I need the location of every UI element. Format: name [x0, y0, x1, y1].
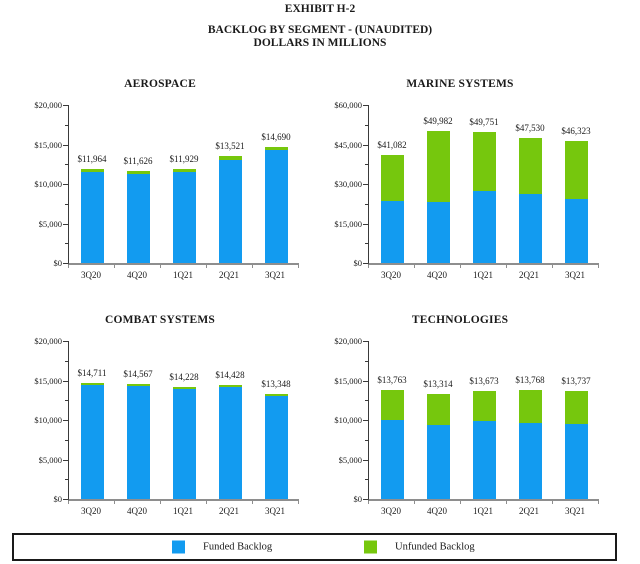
x-tick-label-3Q21: 3Q21 [565, 506, 585, 516]
bar-unfunded-3Q21 [565, 141, 588, 199]
bar-total-label-4Q20: $11,626 [123, 156, 153, 167]
y-minor-tick [365, 479, 368, 480]
x-boundary-tick [206, 501, 207, 504]
y-tick-label: $10,000 [34, 415, 62, 425]
y-tick-label: $30,000 [334, 179, 362, 189]
plot-area-aerospace [68, 105, 299, 265]
bar-funded-1Q21 [173, 172, 196, 263]
x-boundary-tick [206, 265, 207, 268]
bar-unfunded-4Q20 [427, 131, 450, 202]
y-tick-label: $20,000 [34, 336, 62, 346]
y-minor-tick [65, 361, 68, 362]
bar-unfunded-4Q20 [127, 384, 150, 386]
x-boundary-tick [414, 265, 415, 268]
x-boundary-tick [506, 501, 507, 504]
y-major-tick [363, 105, 368, 106]
y-minor-tick [65, 440, 68, 441]
x-tick-label-4Q20: 4Q20 [127, 270, 147, 280]
exhibit-units: DOLLARS IN MILLIONS [253, 37, 387, 49]
x-tick-label-3Q20: 3Q20 [81, 506, 101, 516]
x-boundary-tick [68, 501, 69, 504]
y-tick-label: $10,000 [34, 179, 62, 189]
y-tick-label: $15,000 [34, 375, 62, 386]
chart-marine-systems [320, 74, 600, 306]
y-minor-tick [365, 204, 368, 205]
bar-unfunded-4Q20 [127, 171, 150, 174]
bar-total-label-4Q20: $14,567 [123, 368, 153, 379]
x-tick-label-3Q21: 3Q21 [265, 270, 285, 280]
x-boundary-tick [298, 501, 299, 504]
bar-total-label-3Q20: $41,082 [377, 139, 407, 150]
y-minor-tick [65, 243, 68, 244]
x-boundary-tick [68, 265, 69, 268]
bar-unfunded-1Q21 [473, 391, 496, 421]
bar-total-label-2Q21: $14,428 [215, 370, 245, 380]
bar-unfunded-3Q20 [381, 390, 404, 419]
bar-total-label-3Q21: $46,323 [561, 126, 591, 136]
x-boundary-tick [252, 501, 253, 504]
bar-funded-3Q20 [381, 201, 404, 263]
bar-total-label-1Q21: $49,751 [469, 117, 499, 127]
bar-funded-2Q21 [519, 194, 542, 263]
x-tick-label-1Q21: 1Q21 [173, 506, 193, 516]
y-major-tick [363, 420, 368, 421]
y-major-tick [63, 105, 68, 106]
bar-total-label-3Q21: $13,348 [261, 378, 291, 389]
y-major-tick [363, 499, 368, 500]
y-tick-label: $10,000 [334, 415, 362, 425]
y-major-tick [63, 460, 68, 461]
x-boundary-tick [414, 501, 415, 504]
x-boundary-tick [552, 501, 553, 504]
y-minor-tick [365, 125, 368, 126]
bar-total-label-3Q20: $14,711 [77, 367, 107, 378]
legend [12, 533, 617, 561]
y-major-tick [363, 263, 368, 264]
y-tick-label: $5,000 [38, 218, 62, 229]
bar-total-label-1Q21: $14,228 [169, 371, 199, 382]
y-major-tick [363, 184, 368, 185]
bar-unfunded-3Q20 [381, 155, 404, 201]
funded-swatch [172, 541, 185, 554]
bar-funded-4Q20 [127, 174, 150, 263]
x-boundary-tick [368, 501, 369, 504]
chart-combat-systems [20, 310, 300, 542]
y-major-tick [363, 341, 368, 342]
x-boundary-tick [298, 265, 299, 268]
y-minor-tick [365, 400, 368, 401]
bar-unfunded-2Q21 [519, 138, 542, 194]
chart-title-technologies: TECHNOLOGIES [411, 314, 509, 326]
bar-funded-3Q20 [81, 172, 104, 263]
y-minor-tick [65, 164, 68, 165]
y-tick-label: $5,000 [338, 454, 362, 465]
unfunded-label: Unfunded Backlog [395, 541, 475, 553]
x-boundary-tick [506, 265, 507, 268]
y-minor-tick [365, 440, 368, 441]
bar-unfunded-2Q21 [519, 390, 542, 422]
y-tick-label: $0 [53, 494, 62, 504]
bar-funded-2Q21 [219, 160, 242, 263]
x-boundary-tick [160, 265, 161, 268]
chart-title-combat-systems: COMBAT SYSTEMS [104, 314, 216, 326]
y-minor-tick [365, 164, 368, 165]
x-tick-label-3Q20: 3Q20 [381, 270, 401, 280]
plot-area-combat-systems [68, 341, 299, 501]
x-boundary-tick [368, 265, 369, 268]
bar-unfunded-1Q21 [173, 169, 196, 173]
y-minor-tick [65, 125, 68, 126]
bar-funded-4Q20 [427, 202, 450, 263]
x-tick-label-4Q20: 4Q20 [427, 506, 447, 516]
chart-title-aerospace: AEROSPACE [124, 78, 196, 90]
bar-funded-3Q21 [565, 424, 588, 499]
x-tick-label-4Q20: 4Q20 [127, 506, 147, 516]
y-major-tick [63, 263, 68, 264]
y-tick-label: $15,000 [34, 139, 62, 150]
x-boundary-tick [114, 265, 115, 268]
bar-unfunded-3Q21 [265, 147, 288, 150]
x-boundary-tick [460, 265, 461, 268]
bar-unfunded-2Q21 [219, 385, 242, 387]
bar-funded-4Q20 [127, 386, 150, 499]
y-major-tick [363, 145, 368, 146]
bar-unfunded-2Q21 [219, 156, 242, 160]
bar-total-label-2Q21: $47,530 [515, 122, 545, 133]
unfunded-swatch [364, 541, 377, 554]
y-major-tick [63, 381, 68, 382]
x-boundary-tick [552, 265, 553, 268]
y-major-tick [363, 381, 368, 382]
bar-funded-3Q20 [81, 385, 104, 499]
y-tick-label: $60,000 [334, 100, 362, 110]
x-boundary-tick [252, 265, 253, 268]
bar-funded-3Q21 [265, 396, 288, 499]
funded-label: Funded Backlog [203, 541, 273, 553]
y-minor-tick [65, 204, 68, 205]
bar-funded-1Q21 [173, 389, 196, 499]
y-minor-tick [65, 400, 68, 401]
bar-unfunded-3Q21 [565, 391, 588, 425]
y-tick-label: $0 [353, 258, 362, 268]
x-tick-label-2Q21: 2Q21 [219, 270, 239, 280]
exhibit-title: EXHIBIT H-2 [284, 3, 356, 15]
chart-technologies [320, 310, 600, 542]
bar-unfunded-3Q20 [81, 169, 104, 173]
legend-item-funded [172, 541, 272, 554]
x-tick-label-3Q20: 3Q20 [81, 270, 101, 280]
bar-funded-1Q21 [473, 191, 496, 263]
bar-total-label-2Q21: $13,768 [515, 375, 545, 386]
y-major-tick [63, 145, 68, 146]
x-boundary-tick [460, 501, 461, 504]
bar-funded-2Q21 [219, 387, 242, 499]
y-tick-label: $20,000 [34, 100, 62, 110]
bar-total-label-3Q21: $14,690 [261, 131, 291, 142]
bar-funded-2Q21 [519, 423, 542, 500]
x-tick-label-3Q21: 3Q21 [265, 506, 285, 516]
y-minor-tick [365, 361, 368, 362]
y-tick-label: $15,000 [334, 375, 362, 386]
x-tick-label-1Q21: 1Q21 [473, 270, 493, 280]
bar-unfunded-3Q20 [81, 383, 104, 385]
bar-unfunded-1Q21 [173, 387, 196, 389]
x-tick-label-1Q21: 1Q21 [173, 270, 193, 280]
bar-total-label-4Q20: $49,982 [423, 116, 453, 127]
x-tick-label-2Q21: 2Q21 [519, 270, 539, 280]
bar-total-label-1Q21: $13,673 [469, 376, 499, 386]
bar-unfunded-3Q21 [265, 394, 288, 396]
bar-funded-3Q21 [565, 199, 588, 263]
exhibit-subtitle: BACKLOG BY SEGMENT - (UNAUDITED) [207, 24, 433, 36]
bar-unfunded-1Q21 [473, 132, 496, 191]
y-tick-label: $0 [353, 494, 362, 504]
bar-total-label-3Q21: $13,737 [561, 375, 591, 386]
y-major-tick [63, 224, 68, 225]
x-tick-label-4Q20: 4Q20 [427, 270, 447, 280]
y-minor-tick [365, 243, 368, 244]
bar-funded-3Q21 [265, 150, 288, 263]
x-tick-label-2Q21: 2Q21 [519, 506, 539, 516]
bar-funded-3Q20 [381, 420, 404, 499]
bar-total-label-3Q20: $13,763 [377, 375, 407, 386]
bar-total-label-2Q21: $13,521 [215, 141, 245, 152]
y-major-tick [363, 460, 368, 461]
bar-total-label-1Q21: $11,929 [169, 153, 199, 164]
y-tick-label: $5,000 [38, 454, 62, 465]
x-boundary-tick [598, 501, 599, 504]
x-tick-label-3Q20: 3Q20 [381, 506, 401, 516]
bar-funded-4Q20 [427, 425, 450, 499]
bar-total-label-4Q20: $13,314 [423, 378, 453, 389]
plot-area-technologies [368, 341, 599, 501]
x-boundary-tick [114, 501, 115, 504]
exhibit-header [0, 3, 640, 50]
y-minor-tick [65, 479, 68, 480]
chart-title-marine-systems: MARINE SYSTEMS [406, 78, 514, 90]
y-tick-label: $15,000 [334, 218, 362, 229]
x-boundary-tick [160, 501, 161, 504]
bar-total-label-3Q20: $11,964 [77, 153, 107, 164]
x-tick-label-2Q21: 2Q21 [219, 506, 239, 516]
y-major-tick [63, 184, 68, 185]
y-major-tick [63, 341, 68, 342]
y-major-tick [63, 499, 68, 500]
bar-funded-1Q21 [473, 421, 496, 499]
x-tick-label-1Q21: 1Q21 [473, 506, 493, 516]
y-tick-label: $0 [53, 258, 62, 268]
y-major-tick [63, 420, 68, 421]
y-tick-label: $20,000 [334, 336, 362, 346]
x-boundary-tick [598, 265, 599, 268]
y-major-tick [363, 224, 368, 225]
chart-aerospace [20, 74, 300, 306]
legend-item-unfunded [364, 541, 475, 554]
bar-unfunded-4Q20 [427, 394, 450, 425]
plot-area-marine-systems [368, 105, 599, 265]
y-tick-label: $45,000 [334, 139, 362, 150]
x-tick-label-3Q21: 3Q21 [565, 270, 585, 280]
